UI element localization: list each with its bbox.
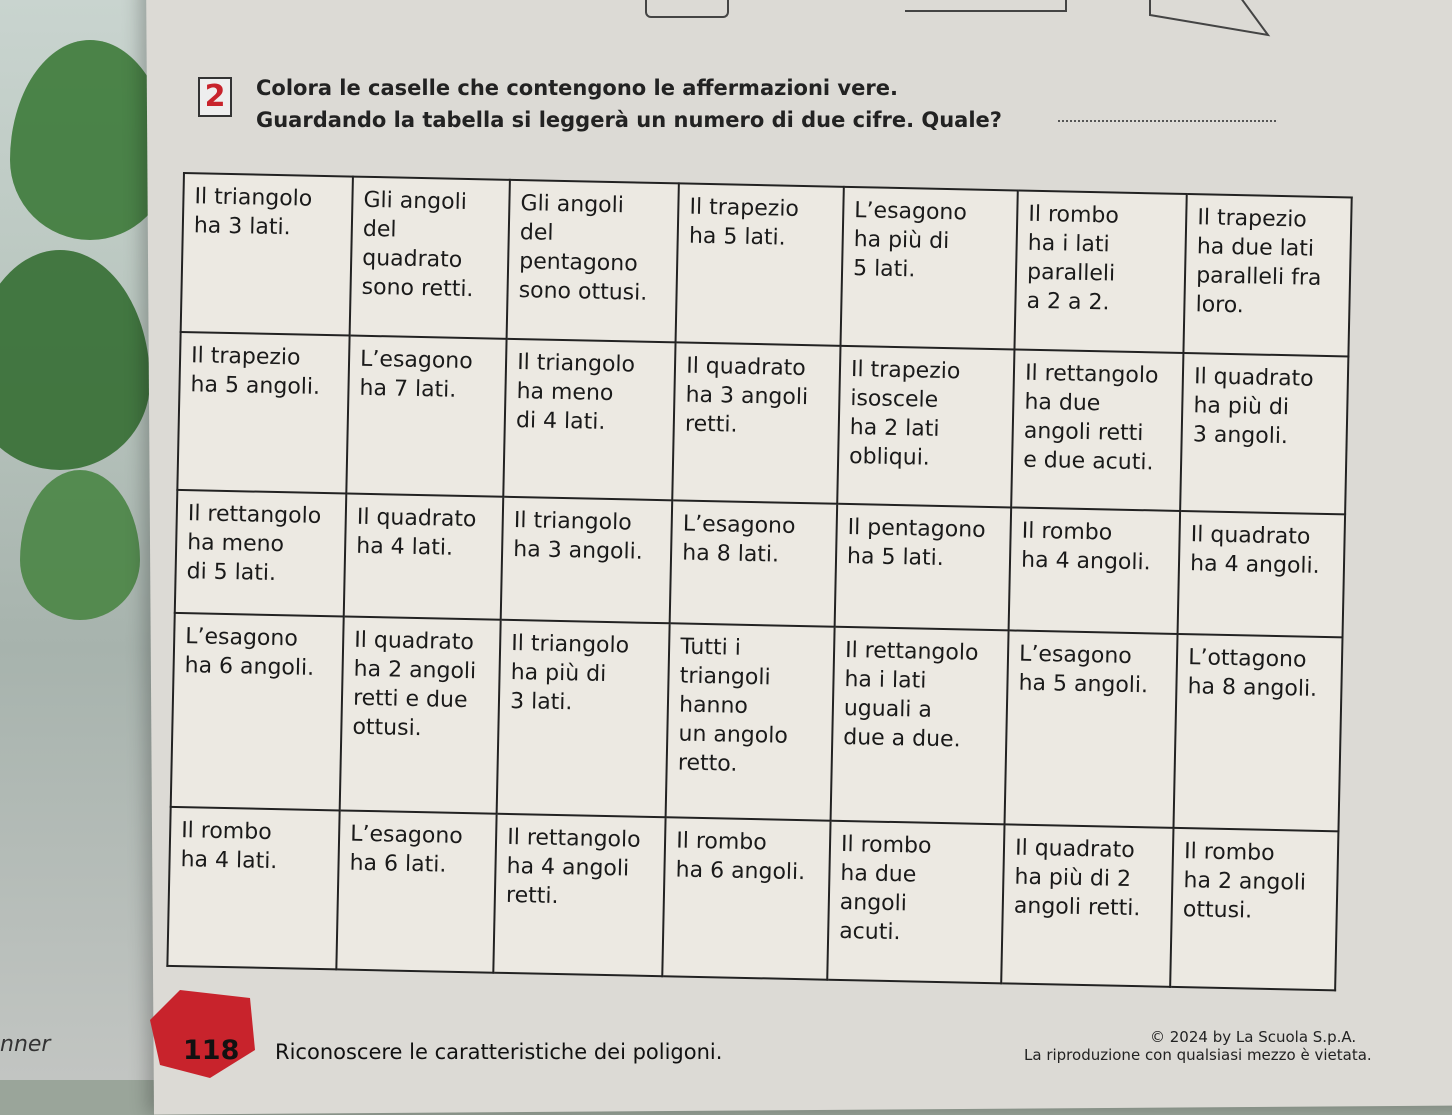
side-text: nner xyxy=(0,1032,51,1057)
hexagon-shape xyxy=(645,0,729,18)
table-cell[interactable]: Il rettangolo ha due angoli retti e due acuti. xyxy=(1011,349,1183,511)
table-cell[interactable]: Il quadrato ha più di 3 angoli. xyxy=(1180,353,1348,515)
table-cell[interactable]: Il triangolo ha meno di 4 lati. xyxy=(503,338,675,500)
table-cell[interactable]: Il quadrato ha 4 lati. xyxy=(344,494,504,620)
table-row xyxy=(171,613,1343,831)
table-row xyxy=(167,807,1338,990)
copyright-text: © 2024 by La Scuola S.p.A. xyxy=(1150,1028,1357,1046)
page-number: 118 xyxy=(183,1035,240,1066)
table-cell[interactable]: L’ottagono ha 8 angoli. xyxy=(1174,634,1343,831)
table-cell[interactable]: Tutti i triangoli hanno un angolo retto. xyxy=(666,624,835,821)
answer-line[interactable] xyxy=(1058,120,1276,122)
reproduction-notice: La riproduzione con qualsiasi mezzo è vietata. xyxy=(1024,1046,1372,1064)
table-cell[interactable]: L’esagono ha 8 lati. xyxy=(670,501,837,628)
triangle-shape xyxy=(1140,0,1280,50)
instruction-line-2: Guardando la tabella si leggerà un numero di due cifre. Quale? xyxy=(256,108,1002,132)
table-cell[interactable]: Il trapezio ha due lati paralleli fra loro. xyxy=(1184,194,1352,356)
table-row xyxy=(181,173,1352,356)
table-cell[interactable]: Il rombo ha 4 angoli. xyxy=(1009,508,1181,635)
table-cell[interactable]: Il quadrato ha più di 2 angoli retti. xyxy=(1001,825,1173,987)
table-cell[interactable]: Il rombo ha due angoli acuti. xyxy=(827,821,1004,983)
table-cell[interactable]: Il quadrato ha 2 angoli retti e due ottusi. xyxy=(340,617,501,814)
table-cell[interactable]: Il trapezio ha 5 lati. xyxy=(676,183,844,345)
table-row xyxy=(175,490,1345,638)
table-cell[interactable]: Il trapezio ha 5 angoli. xyxy=(177,332,349,494)
table-cell[interactable]: Il rettangolo ha 4 angoli retti. xyxy=(493,814,665,976)
table-cell[interactable]: L’esagono ha più di 5 lati. xyxy=(840,187,1017,349)
table-cell[interactable]: Il rettangolo ha i lati uguali a due a due. xyxy=(831,627,1009,825)
table-cell[interactable]: Il rombo ha 2 angoli ottusi. xyxy=(1170,828,1338,990)
table-cell[interactable]: Il quadrato ha 3 angoli retti. xyxy=(672,342,840,504)
footer-title: Riconoscere le caratteristiche dei poligoni. xyxy=(275,1040,723,1064)
table-cell[interactable]: Il triangolo ha 3 lati. xyxy=(181,173,353,335)
instruction-line-1: Colora le caselle che contengono le affermazioni vere. xyxy=(256,76,898,100)
table-cell[interactable]: L’esagono ha 6 lati. xyxy=(336,811,496,973)
table-cell[interactable]: Il rombo ha 4 lati. xyxy=(167,807,339,969)
table-row xyxy=(177,332,1348,515)
table-cell[interactable]: Il pentagono ha 5 lati. xyxy=(835,504,1012,631)
rectangle-shape xyxy=(905,0,1067,12)
table-cell[interactable]: L’esagono ha 6 angoli. xyxy=(171,613,344,810)
statements-table xyxy=(166,172,1352,991)
table-cell[interactable]: Il trapezio isoscele ha 2 lati obliqui. xyxy=(837,345,1014,507)
table-cell[interactable]: L’esagono ha 5 angoli. xyxy=(1005,631,1178,828)
table-cell[interactable]: Il rombo ha 6 angoli. xyxy=(662,818,830,980)
table-cell[interactable]: Il triangolo ha più di 3 lati. xyxy=(497,620,670,817)
exercise-number: 2 xyxy=(198,77,232,117)
table-cell[interactable]: L’esagono ha 7 lati. xyxy=(346,335,506,497)
table-cell[interactable]: Il quadrato ha 4 angoli. xyxy=(1178,511,1345,638)
table-cell[interactable]: Il rettangolo ha meno di 5 lati. xyxy=(175,490,347,617)
table-cell[interactable]: Gli angoli del quadrato sono retti. xyxy=(350,177,510,339)
table-cell[interactable]: Il rombo ha i lati paralleli a 2 a 2. xyxy=(1015,190,1187,352)
table-cell[interactable]: Il triangolo ha 3 angoli. xyxy=(501,497,673,624)
table-cell[interactable]: Gli angoli del pentagono sono ottusi. xyxy=(507,180,679,342)
